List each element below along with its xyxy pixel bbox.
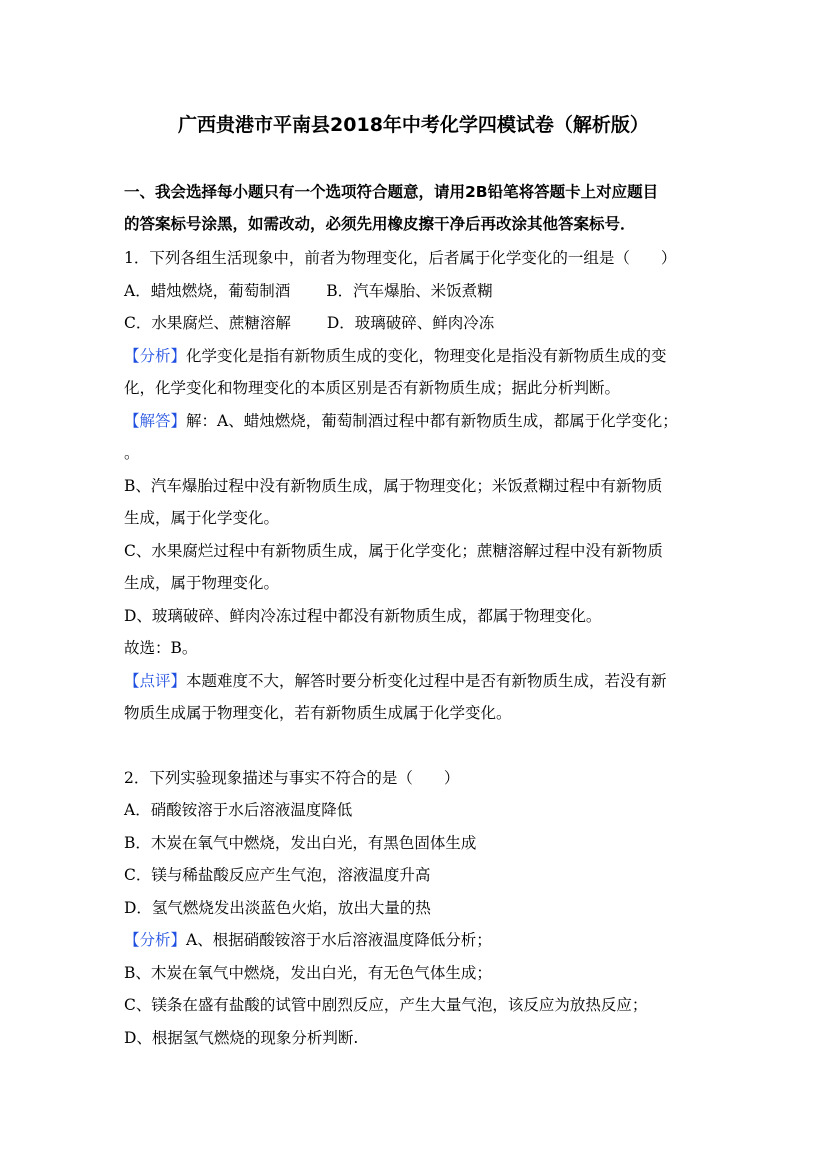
q1-answer-b-line-2: 生成，属于化学变化。 bbox=[124, 509, 280, 527]
q1-comment-text: 本题难度不大，解答时要分析变化过程中是否有新物质生成，若没有新 bbox=[186, 672, 667, 690]
q1-option-b: B．汽车爆胎、米饭煮糊 bbox=[326, 282, 493, 300]
q1-analysis-tag: 【分析】 bbox=[124, 347, 187, 365]
q1-analysis-line-2: 化，化学变化和物理变化的本质区别是否有新物质生成；据此分析判断。 bbox=[124, 379, 621, 397]
q1-answer-b-line-1: B、汽车爆胎过程中没有新物质生成，属于物理变化；米饭煮糊过程中有新物质 bbox=[124, 477, 663, 495]
q2-option-b: B．木炭在氧气中燃烧，发出白光，有黑色固体生成 bbox=[124, 834, 477, 852]
q2-analysis-line-3: C、镁条在盛有盐酸的试管中剧烈反应，产生大量气泡，该反应为放热反应； bbox=[124, 996, 648, 1014]
q1-answer-c-line-2: 生成，属于物理变化。 bbox=[124, 574, 280, 592]
q2-analysis-text: A、根据硝酸铵溶于水后溶液温度降低分析； bbox=[186, 931, 492, 949]
q2-analysis-line-1 bbox=[124, 930, 708, 950]
q1-option-d: D．玻璃破碎、鲜肉冷冻 bbox=[326, 314, 495, 332]
q1-analysis-line-1 bbox=[124, 346, 708, 366]
q2-analysis-line-4: D、根据氢气燃烧的现象分析判断. bbox=[124, 1029, 359, 1047]
q2-option-c: C．镁与稀盐酸反应产生气泡，溶液温度升高 bbox=[124, 866, 431, 884]
q2-analysis-line-2: B、木炭在氧气中燃烧，发出白光，有无色气体生成； bbox=[124, 964, 492, 982]
q1-comment-line-2: 物质生成属于物理变化，若有新物质生成属于化学变化。 bbox=[124, 704, 512, 722]
q1-answer-line-2: 。 bbox=[124, 444, 140, 462]
q1-comment-tag: 【点评】 bbox=[124, 672, 187, 690]
q1-options-ab bbox=[124, 281, 708, 301]
q1-answer-c-line-1: C、水果腐烂过程中有新物质生成，属于化学变化；蔗糖溶解过程中没有新物质 bbox=[124, 542, 663, 560]
q2-stem: 2．下列实验现象描述与事实不符合的是（ ） bbox=[124, 769, 460, 787]
q1-answer-line-1 bbox=[124, 411, 708, 431]
q1-option-c: C．水果腐烂、蔗糖溶解 bbox=[124, 314, 291, 332]
q1-comment-line-1 bbox=[124, 671, 708, 691]
q1-answer-tag: 【解答】 bbox=[124, 412, 187, 430]
q1-stem: 1．下列各组生活现象中，前者为物理变化，后者属于化学变化的一组是（ ） bbox=[124, 249, 677, 267]
q1-option-a: A．蜡烛燃烧，葡萄制酒 bbox=[124, 282, 291, 300]
section-heading-line-2: 的答案标号涂黑，如需改动，必须先用橡皮擦干净后再改涂其他答案标号． bbox=[124, 215, 636, 233]
document-title: 广西贵港市平南县2018年中考化学四模试卷（解析版） bbox=[178, 114, 649, 136]
q1-analysis-text: 化学变化是指有新物质生成的变化，物理变化是指没有新物质生成的变 bbox=[186, 347, 667, 365]
q1-answer-text: 解：A、蜡烛燃烧，葡萄制酒过程中都有新物质生成，都属于化学变化； bbox=[186, 412, 678, 430]
q2-option-d: D．氢气燃烧发出淡蓝色火焰，放出大量的热 bbox=[124, 899, 431, 917]
q2-analysis-tag: 【分析】 bbox=[124, 931, 187, 949]
q1-options-cd bbox=[124, 313, 708, 333]
section-heading-line-1: 一、我会选择每小题只有一个选项符合题意，请用2B铅笔将答题卡上对应题目 bbox=[124, 183, 659, 201]
q1-answer-d-line: D、玻璃破碎、鲜肉冷冻过程中都没有新物质生成，都属于物理变化。 bbox=[124, 607, 602, 625]
q1-choice: 故选：B。 bbox=[124, 639, 198, 657]
q2-option-a: A．硝酸铵溶于水后溶液温度降低 bbox=[124, 801, 353, 819]
